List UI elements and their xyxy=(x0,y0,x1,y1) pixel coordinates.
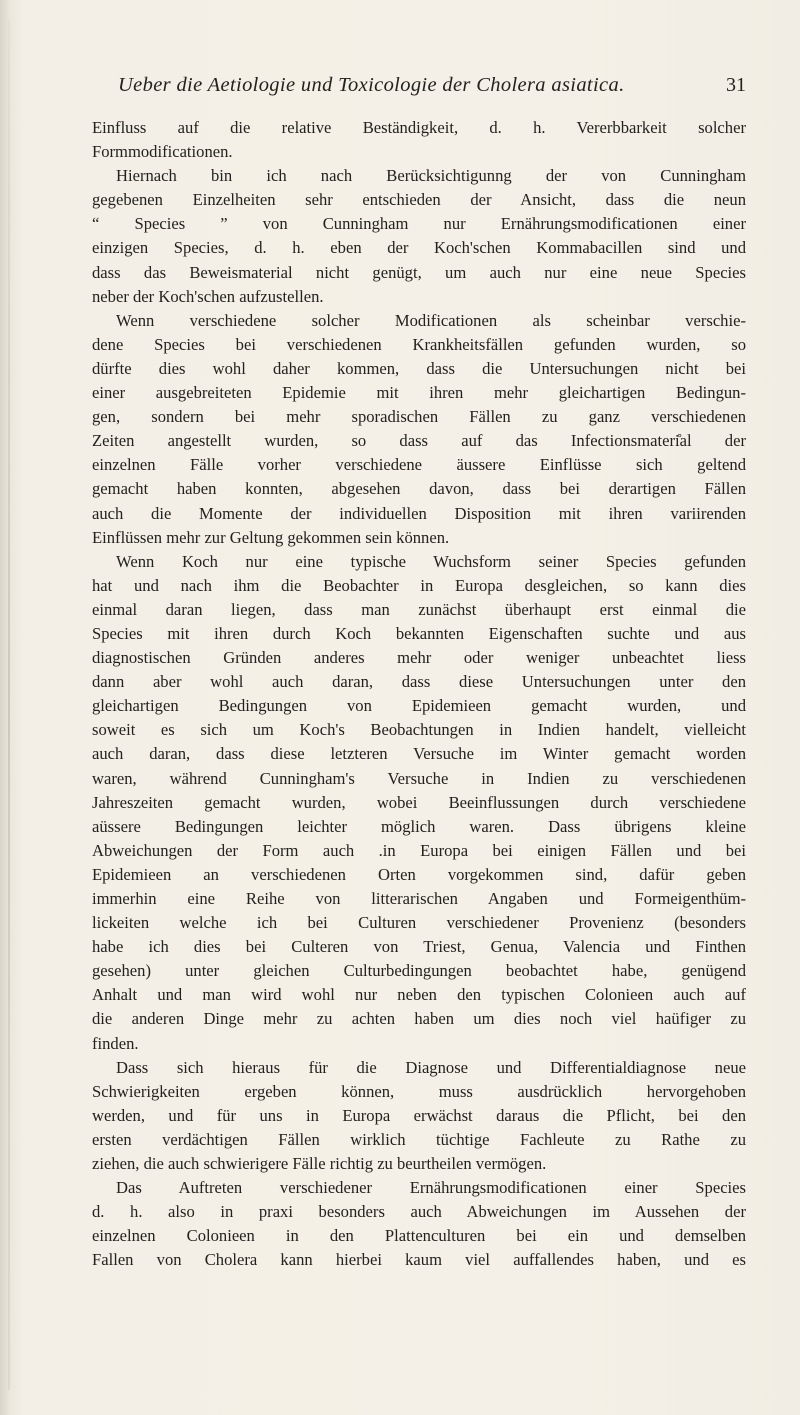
text-line: diagnostischen Gründen anderes mehr oder weniger unbeachtet liess xyxy=(92,648,746,668)
text-line: lickeiten welche ich bei Culturen verschiedener Provenienz (besonders xyxy=(92,913,746,933)
text-line: Formmodificationen. xyxy=(92,142,233,162)
page-number: 31 xyxy=(726,74,746,96)
text-line: auch daran, dass diese letzteren Versuche im Winter gemacht worden xyxy=(92,744,746,764)
text-line: ziehen, die auch schwierigere Fälle richtig zu beurtheilen vermögen. xyxy=(92,1154,547,1174)
text-line: auch die Momente der individuellen Disposition mit ihren variirenden xyxy=(92,503,746,523)
text-line: dass das Beweismaterial nicht genügt, um auch nur eine neue Species xyxy=(92,262,746,282)
text-line: gen, sondern bei mehr sporadischen Fällen zu ganz verschiedenen xyxy=(92,407,746,427)
text-line: habe ich dies bei Culteren von Triest, Genua, Valencia und Finthen xyxy=(92,937,746,957)
text-line: einer ausgebreiteten Epidemie mit ihren mehr gleichartigen Bedingun- xyxy=(92,383,746,403)
text-line: gegebenen Einzelheiten sehr entschieden der Ansicht, dass die neun xyxy=(92,190,746,210)
binding-shadow xyxy=(8,20,10,1390)
text-line: Wenn Koch nur eine typische Wuchsform seiner Species gefunden xyxy=(116,551,746,571)
text-line: einmal daran liegen, dass man zunächst überhaupt erst einmal die xyxy=(92,599,746,619)
text-line: einzelnen Colonieen in den Plattenculturen bei ein und demselben xyxy=(92,1226,746,1246)
text-line: neber der Koch'schen aufzustellen. xyxy=(92,286,324,306)
text-line: die anderen Dinge mehr zu achten haben um dies noch viel haüfiger zu xyxy=(92,1009,746,1029)
text-line: Hiernach bin ich nach Berücksichtigunng der von Cunningham xyxy=(116,166,746,186)
text-line: dene Species bei verschiedenen Krankheitsfällen gefunden wurden, so xyxy=(92,334,746,354)
text-line: Species mit ihren durch Koch bekannten Eigenschaften suchte und aus xyxy=(92,623,746,643)
text-line: waren, während Cunningham's Versuche in Indien zu verschiedenen xyxy=(92,768,746,788)
text-line: gleichartigen Bedingungen von Epidemieen gemacht wurden, und xyxy=(92,696,746,716)
text-line: Jahreszeiten gemacht wurden, wobei Beeinflussungen durch verschiedene xyxy=(92,792,746,812)
text-line: einzelnen Fälle vorher verschiedene äussere Einflüsse sich geltend xyxy=(92,455,746,475)
text-line: gemacht haben konnten, abgesehen davon, dass bei derartigen Fällen xyxy=(92,479,746,499)
text-line: ersten verdächtigen Fällen wirklich tüchtige Fachleute zu Rathe zu xyxy=(92,1129,746,1149)
text-line: d. h. also in praxi besonders auch Abweichungen im Aussehen der xyxy=(92,1202,746,1222)
text-line: “ Species ” von Cunningham nur Ernährungsmodificationen einer xyxy=(92,214,746,234)
text-line: werden, und für uns in Europa erwächst daraus die Pflicht, bei den xyxy=(92,1105,746,1125)
text-line: Einflüssen mehr zur Geltung gekommen sein können. xyxy=(92,527,450,547)
text-line: Epidemieen an verschiedenen Orten vorgekommen sind, dafür geben xyxy=(92,864,746,884)
text-line: Abweichungen der Form auch .in Europa bei einigen Fällen und bei xyxy=(92,840,746,860)
text-line: Anhalt und man wird wohl nur neben den typischen Colonieen auch auf xyxy=(92,985,746,1005)
text-line: immerhin eine Reihe von litterarischen Angaben und Formeigenthüm- xyxy=(92,889,746,908)
text-line: einzigen Species, d. h. eben der Koch'schen Kommabacillen sind und xyxy=(92,238,746,258)
text-line: Wenn verschiedene solcher Modificationen als scheinbar verschie- xyxy=(116,310,746,330)
text-line: Zeiten angestellt wurden, so dass auf das Infectionsmateri̊al der xyxy=(92,431,746,451)
text-line: Fallen von Cholera kann hierbei kaum viel auffallendes haben, und es xyxy=(92,1250,746,1270)
text-line: gesehen) unter gleichen Culturbedingungen beobachtet habe, genügend xyxy=(92,961,746,981)
text-line: Das Auftreten verschiedener Ernährungsmodificationen einer Species xyxy=(116,1178,746,1198)
text-line: Schwierigkeiten ergeben können, muss ausdrücklich hervorgehoben xyxy=(92,1081,746,1101)
text-line: dann aber wohl auch daran, dass diese Untersuchungen unter den xyxy=(92,672,746,692)
text-line: soweit es sich um Koch's Beobachtungen in Indien handelt, vielleicht xyxy=(92,720,746,740)
text-line: Einfluss auf die relative Beständigkeit, d. h. Vererbbarkeit solcher xyxy=(92,118,746,137)
page-header xyxy=(92,74,746,104)
running-title: Ueber die Aetiologie und Toxicologie der Cholera asiatica. xyxy=(118,74,625,96)
text-line: finden. xyxy=(92,1033,139,1053)
body-text xyxy=(92,116,746,1273)
text-line: hat und nach ihm die Beobachter in Europa desgleichen, so kann dies xyxy=(92,575,746,595)
text-line: Dass sich hieraus für die Diagnose und Differentialdiagnose neue xyxy=(116,1057,746,1077)
text-line: dürfte dies wohl daher kommen, dass die Untersuchungen nicht bei xyxy=(92,358,746,378)
text-line: aüssere Bedingungen leichter möglich waren. Dass übrigens kleine xyxy=(92,816,746,836)
